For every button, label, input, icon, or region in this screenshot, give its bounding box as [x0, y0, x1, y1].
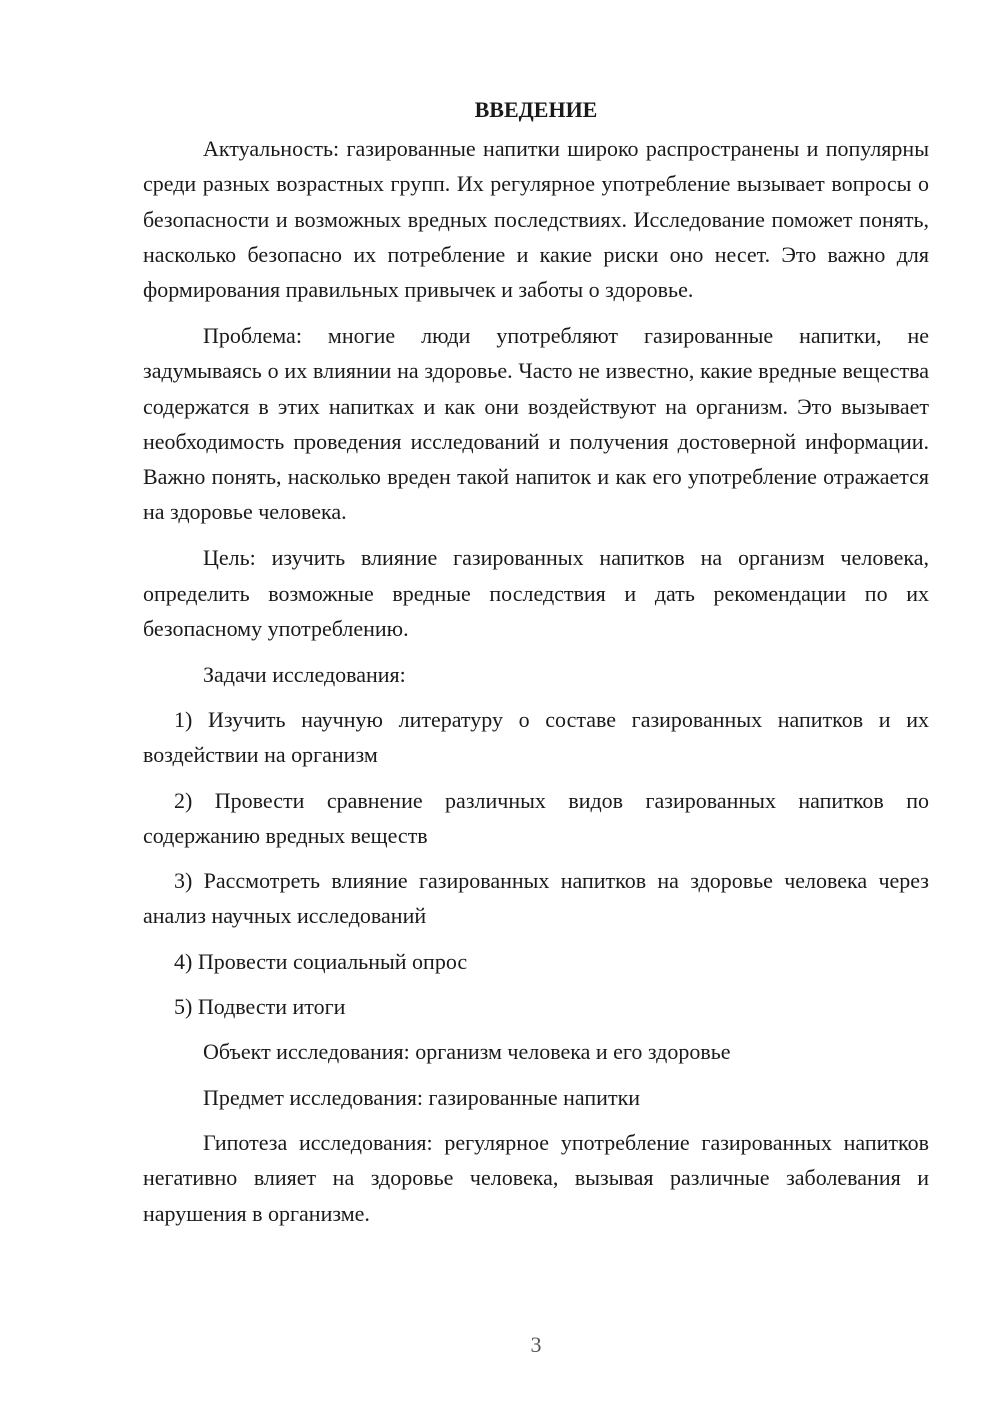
tasks-title: Задачи исследования:: [203, 661, 406, 687]
page-content: [143, 92, 929, 1241]
task-item-3: 3) Рассмотреть влияние газированных напитков на здоровье человека через анализ научных исследований: [143, 868, 929, 929]
task-item-1: 1) Изучить научную литературу о составе газированных напитков и их воздействии на организм: [143, 706, 929, 768]
task-item-2: 2) Провести сравнение различных видов газированных напитков по содержанию вредных веществ: [143, 787, 929, 848]
task-item-4: 4) Провести социальный опрос: [174, 948, 468, 974]
paragraph-hypothesis: Гипотеза исследования: регулярное употребление газированных напитков негативно влияет на здоровье человека, вызывая различные заболевания и нарушения в организме.: [143, 1129, 929, 1226]
section-heading: ВВЕДЕНИЕ: [474, 97, 598, 122]
paragraph-problem: Проблема: многие люди употребляют газированные напитки, не задумываясь о их влиянии на здоровье. Часто не известно, какие вредные вещества содержатся в этих напитках и как они воздействуют на организм. Это вызывает необходимость проведения исследований и получения достоверной информации. Важно понять, насколько вреден такой напиток и как его употребление отражается на здоровье человека.: [143, 322, 929, 525]
paragraph-subject: Предмет исследования: газированные напитки: [203, 1084, 641, 1110]
paragraph-object: Объект исследования: организм человека и его здоровье: [203, 1039, 731, 1065]
page-number: 3: [530, 1332, 542, 1357]
paragraph-relevance: Актуальность: газированные напитки широко распространены и популярны среди разных возрастных групп. Их регулярное употребление вызывает вопросы о безопасности и возможных вредных последствиях. Исследование поможет понять, насколько безопасно их потребление и какие риски оно несет. Это важно для формирования правильных привычек и заботы о здоровье.: [143, 136, 929, 303]
paragraph-goal: Цель: изучить влияние газированных напитков на организм человека, определить возможные вредные последствия и дать рекомендации по их безопасному употреблению.: [143, 545, 929, 641]
task-item-5: 5) Подвести итоги: [174, 994, 346, 1020]
